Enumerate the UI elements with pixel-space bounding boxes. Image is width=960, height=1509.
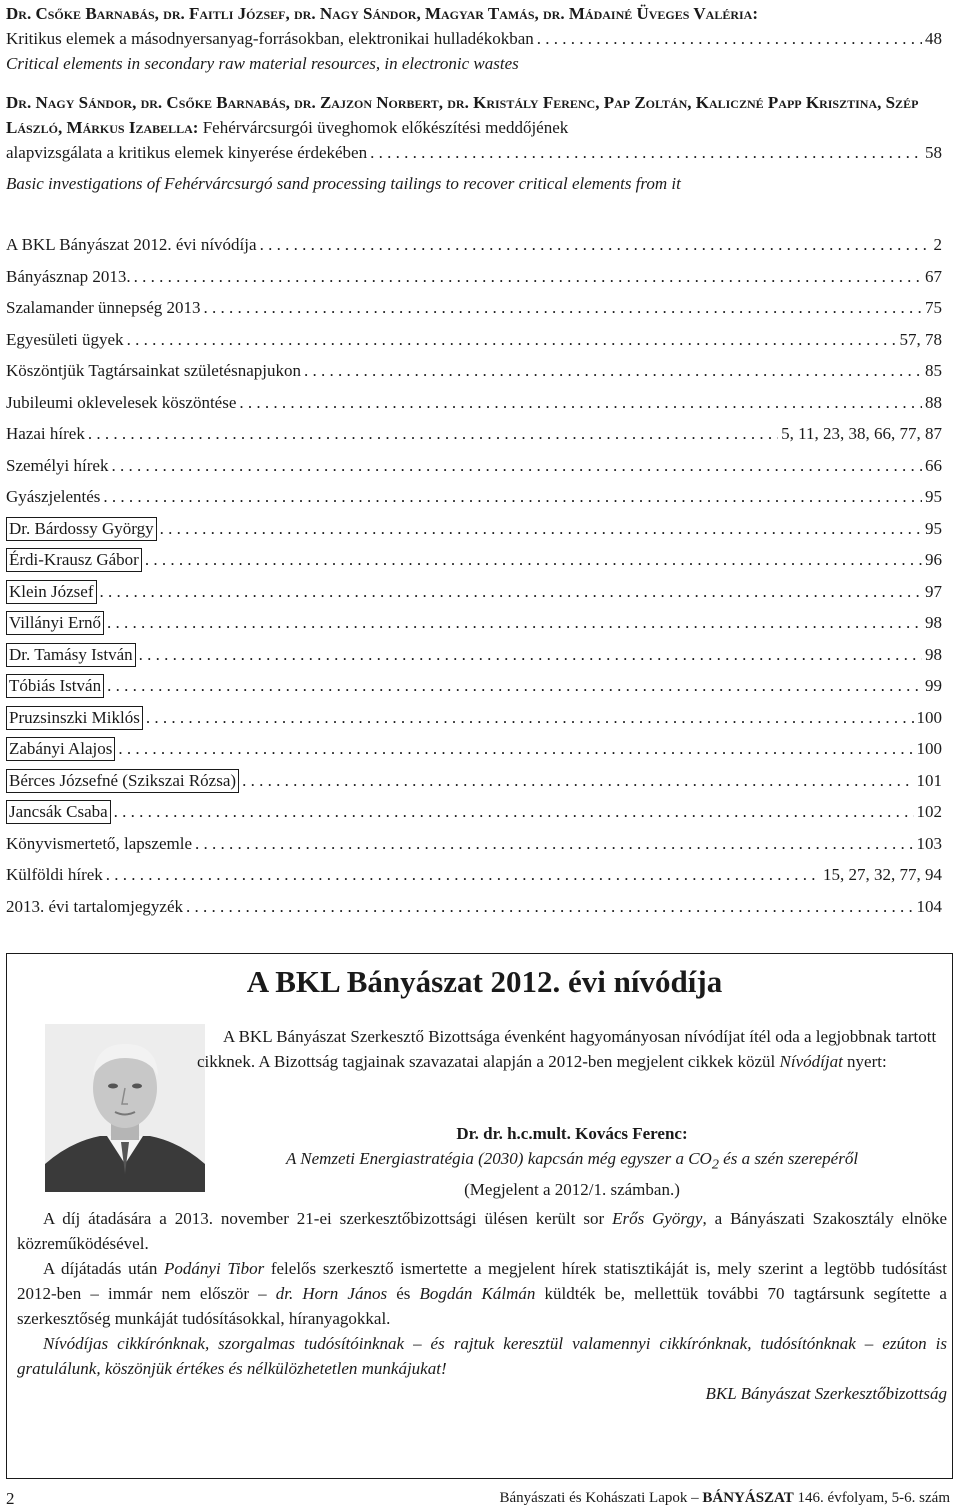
text: , a Bányászati Szakosztály elnöke közreműködésével. — [17, 1209, 948, 1253]
toc-row[interactable] — [6, 229, 942, 261]
toc-label: Klein József — [6, 580, 97, 604]
toc-label: A BKL Bányászat 2012. évi nívódíja — [6, 235, 257, 254]
article-title-line[interactable] — [6, 140, 942, 165]
toc-row[interactable] — [6, 891, 942, 923]
toc-label: Külföldi hírek — [6, 865, 103, 884]
toc-page: 103 — [916, 833, 942, 853]
journal-info — [500, 1490, 950, 1507]
article-entry — [6, 90, 942, 196]
leader-dots — [239, 387, 922, 419]
text: A díj átadására a 2013. november 21-ei szerkesztőbizottsági ülésen került sor — [43, 1209, 613, 1228]
toc-row[interactable] — [6, 702, 942, 734]
paragraph — [17, 1206, 947, 1256]
toc-row[interactable] — [6, 355, 942, 387]
toc-row[interactable] — [6, 387, 942, 419]
toc-row[interactable] — [6, 513, 942, 545]
winner-title-text: A Nemzeti Energiastratégia (2030) kapcsán még egyszer a CO — [285, 1149, 712, 1168]
leader-dots — [107, 607, 922, 639]
leader-dots — [139, 639, 922, 671]
toc-page: 15, 27, 32, 77, 94 — [823, 865, 942, 884]
toc-row[interactable] — [6, 544, 942, 576]
toc-label: Jancsák Csaba — [6, 800, 111, 824]
winner-note: (Megjelent a 2012/1. számban.) — [464, 1180, 680, 1200]
portrait-photo — [45, 1024, 205, 1192]
toc-row[interactable] — [6, 765, 942, 797]
toc-label: Köszöntjük Tagtársainkat születésnapjukon — [6, 361, 301, 380]
leader-dots — [304, 355, 922, 387]
toc-label: Egyesületi ügyek — [6, 329, 124, 349]
winner-name: Dr. dr. h.c.mult. Kovács Ferenc: — [456, 1124, 688, 1143]
toc-row[interactable] — [6, 607, 942, 639]
leader-dots — [127, 324, 897, 356]
signature: BKL Bányászat Szerkesztőbizottság — [705, 1384, 947, 1403]
article-title: Kritikus elemek a másodnyersanyag-forrásokban, elektronikai hulladékokban — [6, 29, 534, 48]
leader-dots — [88, 418, 778, 450]
toc-page: 88 — [925, 392, 942, 412]
text: felelős szerkesztő ismertette a megjelent hírek statisztikáját is, mely szerint a legtöbb tudósítást 2012-ben – immár nem először – — [17, 1259, 947, 1303]
winner-title — [197, 1146, 947, 1177]
leader-dots — [103, 481, 922, 513]
leader-dots — [242, 765, 913, 797]
article-authors-line — [6, 90, 942, 140]
leader-dots — [204, 292, 923, 324]
paragraph — [17, 1256, 947, 1331]
toc-list — [6, 229, 942, 922]
intro-emphasis: Nívódíjat — [779, 1052, 843, 1071]
toc-page: 100 — [916, 707, 942, 727]
leader-dots — [146, 702, 914, 734]
leader-dots — [106, 859, 820, 891]
journal-issue: 146. évfolyam, 5-6. szám — [793, 1490, 950, 1506]
person-name: Erős György — [612, 1209, 703, 1228]
toc-page: 96 — [925, 550, 942, 569]
leader-dots — [100, 576, 922, 608]
toc-page: 85 — [925, 361, 942, 380]
toc-row[interactable] — [6, 733, 942, 765]
award-winner — [197, 1121, 947, 1202]
toc-page: 102 — [916, 802, 942, 821]
toc-label: Jubileumi oklevelesek köszöntése — [6, 392, 237, 412]
text: küldték be, mellettük további 70 tagtársunk segítette a szerkesztőség munkáját tudósításokkal, híranyagokkal. — [17, 1284, 947, 1328]
toc-page: 98 — [925, 644, 942, 664]
journal-name: Bányászati és Kohászati Lapok – — [499, 1490, 703, 1506]
toc-page: 95 — [925, 518, 942, 538]
leader-dots — [160, 513, 922, 545]
toc-page: 104 — [916, 896, 942, 916]
toc-row[interactable] — [6, 828, 942, 860]
toc-page: 75 — [925, 298, 942, 317]
toc-row[interactable] — [6, 859, 942, 891]
leader-dots — [134, 261, 922, 293]
toc-row[interactable] — [6, 324, 942, 356]
toc-row[interactable] — [6, 481, 942, 513]
toc-page: 5, 11, 23, 38, 66, 77, 87 — [781, 424, 942, 443]
toc-row[interactable] — [6, 576, 942, 608]
person-name: Bogdán Kálmán — [419, 1284, 536, 1303]
page-number: 2 — [6, 1489, 15, 1508]
award-box — [6, 953, 953, 1479]
award-heading: A BKL Bányászat 2012. évi nívódíja — [246, 964, 723, 999]
leader-dots — [118, 733, 913, 765]
article-page: 48 — [925, 29, 942, 48]
toc-label: Hazai hírek — [6, 424, 85, 443]
leader-dots — [537, 26, 922, 51]
toc-row[interactable] — [6, 292, 942, 324]
award-body — [17, 1206, 947, 1406]
article-authors: Dr. Csőke Barnabás, dr. Faitli József, dr. Nagy Sándor, Magyar Tamás, dr. Mádainé Üveges Valéria: — [6, 4, 759, 23]
toc-page: 67 — [925, 266, 942, 286]
article-title-line[interactable] — [6, 26, 942, 51]
toc-row[interactable] — [6, 450, 942, 482]
toc-page: 66 — [925, 455, 942, 475]
toc-label: Bányásznap 2013. — [6, 266, 131, 286]
intro-text-end: nyert: — [842, 1052, 887, 1071]
toc-page: 97 — [925, 581, 942, 601]
toc-label: 2013. évi tartalomjegyzék — [6, 896, 184, 916]
article-title-cont: alapvizsgálata a kritikus elemek kinyerése érdekében — [6, 143, 368, 162]
toc-label: Könyvismertető, lapszemle — [6, 833, 193, 853]
toc-page: 95 — [925, 487, 942, 506]
toc-row[interactable] — [6, 639, 942, 671]
toc-label: Bérces Józsefné (Szikszai Rózsa) — [6, 769, 239, 793]
article-title: Fehérvárcsurgói üveghomok előkészítési meddőjének — [202, 118, 569, 137]
toc-label: Zabányi Alajos — [6, 737, 115, 761]
winner-title-sub: 2 — [711, 1156, 719, 1173]
leader-dots — [111, 450, 922, 482]
leader-dots — [195, 828, 913, 860]
toc-label: Tóbiás István — [6, 674, 104, 698]
toc-label: Személyi hírek — [6, 455, 109, 475]
article-title-en: Basic investigations of Fehérvárcsurgó sand processing tailings to recover critical elements from it — [6, 174, 681, 193]
toc-row[interactable] — [6, 261, 942, 293]
leader-dots — [370, 140, 922, 165]
winner-title-text-end: és a szén szerepéről — [718, 1149, 859, 1168]
page-footer — [0, 1484, 960, 1509]
toc-row[interactable] — [6, 418, 942, 450]
journal-section: BÁNYÁSZAT — [702, 1490, 794, 1506]
toc-row[interactable] — [6, 670, 942, 702]
toc-label: Szalamander ünnepség 2013 — [6, 298, 201, 317]
toc-page: 101 — [916, 770, 942, 790]
toc-label: Gyászjelentés — [6, 487, 101, 506]
leader-dots — [114, 796, 914, 828]
toc-label: Villányi Ernő — [6, 611, 104, 635]
person-name: Podányi Tibor — [164, 1259, 265, 1278]
toc-page: 2 — [933, 235, 942, 254]
award-intro — [197, 1024, 947, 1074]
toc-label: Pruzsinszki Miklós — [6, 706, 143, 730]
toc-page: 100 — [916, 739, 942, 758]
text: és — [387, 1284, 420, 1303]
text: A díjátadás után — [43, 1259, 165, 1278]
leader-dots — [260, 229, 931, 261]
article-entry — [6, 1, 942, 76]
article-page: 58 — [925, 143, 942, 162]
toc-label: Dr. Bárdossy György — [6, 517, 157, 541]
paragraph-closing: Nívódíjas cikkírónknak, szorgalmas tudósítóinknak – és rajtuk keresztül valamennyi cikkírónknak, tudósítónknak – ezúton is gratulálunk, köszönjük értékes és nélkülözhetetlen munkájukat! — [17, 1334, 947, 1378]
toc-page: 57, 78 — [899, 329, 942, 349]
leader-dots — [107, 670, 922, 702]
toc-page: 98 — [925, 613, 942, 632]
article-title-en: Critical elements in secondary raw material resources, in electronic wastes — [6, 54, 519, 73]
article-authors: Dr. Nagy Sándor, dr. Csőke Barnabás, dr. Zajzon Norbert, dr. Kristály Ferenc, Pap Zoltán, Kaliczné Papp Krisztina, Szép László, Márkus Izabella: — [6, 93, 919, 137]
leader-dots — [186, 891, 913, 923]
toc-label: Dr. Tamásy István — [6, 643, 136, 667]
leader-dots — [145, 544, 922, 576]
intro-text: A BKL Bányászat Szerkesztő Bizottsága évenként hagyományosan nívódíjat ítél oda a legjobbnak tartott cikknek. A Bizottság tagjainak szavazatai alapján a 2012-ben megjelent cikkek közül — [197, 1027, 937, 1071]
person-name: dr. Horn János — [275, 1284, 388, 1303]
toc-page: 99 — [925, 676, 942, 695]
toc-label: Érdi-Krausz Gábor — [6, 548, 142, 572]
toc-row[interactable] — [6, 796, 942, 828]
